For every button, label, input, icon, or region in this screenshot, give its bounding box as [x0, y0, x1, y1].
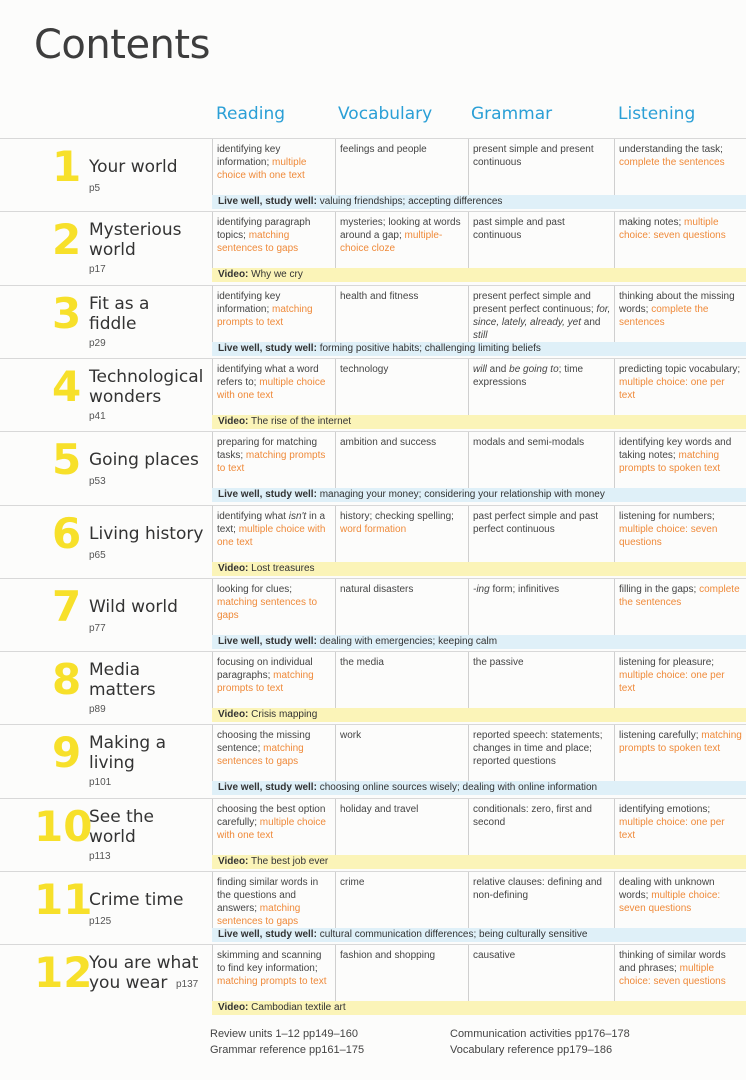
reading-cell — [212, 652, 335, 708]
reading-cell — [212, 579, 335, 635]
bar-text: Why we cry — [248, 269, 303, 281]
unit-number: 3 — [52, 288, 82, 338]
reading-header: Reading — [216, 104, 286, 124]
grammar-cell — [468, 725, 614, 781]
vocabulary-cell — [335, 506, 468, 562]
unit-cells — [212, 799, 746, 855]
bar-label: Live well, study well: — [218, 489, 317, 501]
bar-label: Live well, study well: — [218, 196, 317, 207]
exam-task-text: matching prompts to text — [217, 670, 314, 695]
unit-cells — [212, 872, 746, 928]
unit-row — [0, 432, 746, 506]
unit-row — [0, 286, 746, 360]
bar-label: Live well, study well: — [218, 635, 317, 647]
skill-text: and — [486, 363, 510, 375]
skill-text: listening for numbers; — [619, 510, 715, 522]
vocabulary-cell — [335, 286, 468, 342]
exam-task-text: multiple choice: seven questions — [619, 963, 726, 988]
skill-text: modals and semi-modals — [473, 437, 585, 449]
bar-label: Live well, study well: — [218, 782, 317, 794]
unit-heading[interactable] — [0, 506, 212, 580]
unit-number: 4 — [52, 361, 82, 411]
exam-task-text: multiple choice with one text — [217, 523, 326, 548]
unit-cells — [212, 212, 746, 268]
unit-page: p29 — [89, 337, 106, 349]
skill-text: feelings and people — [340, 144, 427, 155]
vocabulary-cell — [335, 945, 468, 1001]
bar-label: Live well, study well: — [218, 929, 317, 940]
skill-text: be going to — [509, 363, 559, 375]
skill-text: filling in the gaps; — [619, 583, 700, 595]
skill-text: ambition and success — [340, 437, 437, 449]
reading-cell — [212, 432, 335, 488]
reading-cell — [212, 945, 335, 1001]
exam-task-text: multiple choice: one per text — [619, 670, 725, 695]
live-well-bar — [212, 342, 746, 356]
column-headers — [0, 102, 746, 132]
vocabulary-cell — [335, 725, 468, 781]
unit-cells — [212, 579, 746, 635]
skill-text: identifying what a word refers to; — [217, 363, 319, 388]
unit-page: p65 — [89, 549, 106, 561]
unit-title: Your world — [89, 157, 178, 177]
page-title: Contents — [34, 22, 210, 68]
bar-text: valuing friendships; accepting differences — [316, 196, 503, 207]
unit-row — [0, 945, 746, 1019]
unit-page: p113 — [89, 850, 111, 862]
exam-task-text: matching prompts to spoken text — [619, 730, 742, 755]
unit-title: Wild world — [89, 596, 178, 617]
bar-text: Cambodian textile art — [248, 1002, 346, 1014]
skill-text: identifying paragraph topics; — [217, 217, 311, 242]
skill-text: making notes; — [619, 217, 685, 229]
unit-page: p5 — [89, 183, 101, 194]
unit-row — [0, 139, 746, 213]
reading-cell — [212, 359, 335, 415]
exam-task-text: matching sentences to gaps — [217, 903, 301, 927]
bar-label: Video: — [218, 269, 249, 281]
skill-text: still — [473, 329, 488, 341]
skill-text: form; infinitives — [489, 583, 560, 595]
bar-text: managing your money; considering your relationship with money — [316, 489, 605, 501]
exam-task-text: multiple choice: one per text — [619, 376, 725, 401]
skill-text: the media — [340, 657, 384, 669]
bar-text: Lost treasures — [248, 562, 315, 574]
unit-title: Mysterious world — [89, 220, 182, 261]
skill-text: listening carefully; — [619, 730, 702, 742]
vocabulary-reference-link[interactable]: Vocabulary reference pp179–186 — [450, 1044, 613, 1056]
unit-number: 7 — [52, 581, 82, 631]
listening-cell — [614, 506, 746, 562]
grammar-cell — [468, 799, 614, 855]
vocabulary-cell — [335, 212, 468, 268]
unit-heading[interactable] — [0, 212, 212, 286]
bar-text: The best job ever — [248, 855, 329, 867]
exam-task-text: matching prompts to text — [217, 303, 313, 328]
skill-text: choosing the best option carefully; — [217, 803, 326, 828]
listening-cell — [614, 286, 746, 342]
communication-activities-link[interactable]: Communication activities pp176–178 — [450, 1028, 630, 1040]
exam-task-text: multiple choice: one per text — [619, 816, 725, 841]
grammar-cell — [468, 872, 614, 928]
unit-number: 8 — [52, 655, 82, 705]
unit-row — [0, 799, 746, 873]
reading-cell — [212, 872, 335, 928]
unit-cells — [212, 139, 746, 195]
bar-label: Video: — [218, 415, 249, 427]
unit-cells — [212, 725, 746, 781]
unit-heading[interactable] — [0, 139, 212, 213]
bar-text: cultural communication differences; being culturally sensitive — [316, 929, 588, 940]
skill-text: identifying what — [217, 510, 289, 522]
unit-heading[interactable] — [0, 872, 212, 946]
skill-text: present simple and present continuous — [473, 144, 594, 168]
listening-cell — [614, 432, 746, 488]
unit-heading[interactable] — [0, 286, 212, 360]
listening-cell — [614, 359, 746, 415]
exam-task-text: matching sentences to gaps — [217, 743, 304, 768]
listening-cell — [614, 945, 746, 1001]
unit-number: 2 — [52, 215, 82, 265]
exam-task-text: complete the sentences — [619, 303, 709, 328]
unit-row — [0, 872, 746, 946]
skill-text: ; time expressions — [473, 363, 584, 388]
skill-text: finding similar words in the questions and answers; — [217, 877, 319, 914]
skill-text: thinking about the missing words; — [619, 290, 735, 315]
vocabulary-header: Vocabulary — [338, 104, 433, 124]
exam-task-text: multiple choice: seven questions — [619, 217, 726, 242]
unit-number: 1 — [52, 142, 82, 191]
skill-text: holiday and travel — [340, 803, 419, 815]
skill-text: identifying key information; — [217, 144, 281, 168]
video-bar[interactable] — [212, 708, 746, 722]
unit-page: p89 — [89, 704, 106, 716]
grammar-cell — [468, 139, 614, 195]
vocabulary-cell — [335, 432, 468, 488]
live-well-bar — [212, 781, 746, 795]
skill-text: and — [581, 316, 601, 328]
live-well-bar — [212, 928, 746, 942]
grammar-header: Grammar — [471, 104, 553, 124]
video-bar[interactable] — [212, 268, 746, 282]
skill-text: causative — [473, 950, 516, 962]
video-bar[interactable] — [212, 855, 746, 869]
grammar-cell — [468, 432, 614, 488]
unit-row — [0, 359, 746, 433]
unit-row — [0, 725, 746, 799]
skill-text: technology — [340, 363, 389, 375]
skill-text: skimming and scanning to find key information; — [217, 950, 322, 975]
unit-row — [0, 212, 746, 286]
skill-text: in a text; — [217, 510, 326, 535]
skill-text: work — [340, 730, 362, 742]
unit-page: p101 — [89, 777, 112, 789]
unit-title: Media matters — [89, 660, 156, 701]
unit-cells — [212, 945, 746, 1001]
skill-text: fashion and shopping — [340, 950, 436, 962]
reading-cell — [212, 799, 335, 855]
skill-text: history; checking spelling; — [340, 510, 454, 522]
skill-text: choosing the missing sentence; — [217, 730, 311, 755]
live-well-bar — [212, 635, 746, 649]
exam-task-text: multiple-choice cloze — [340, 230, 443, 255]
reading-cell — [212, 286, 335, 342]
vocabulary-cell — [335, 799, 468, 855]
vocabulary-cell — [335, 359, 468, 415]
unit-title: See the world — [89, 806, 155, 847]
unit-page: p77 — [89, 622, 106, 634]
skill-text: identifying emotions; — [619, 803, 711, 815]
unit-title: Crime time — [89, 890, 184, 910]
exam-task-text: multiple choice with one text — [217, 157, 307, 181]
unit-number: 9 — [52, 728, 82, 778]
unit-heading[interactable] — [0, 725, 212, 799]
skill-text: looking for clues; — [217, 583, 293, 595]
vocabulary-cell — [335, 579, 468, 635]
unit-number: 10 — [34, 801, 93, 851]
unit-cells — [212, 652, 746, 708]
skill-text: will — [473, 363, 487, 375]
skill-text: isn't — [288, 510, 307, 522]
bar-text: dealing with emergencies; keeping calm — [316, 635, 498, 647]
skill-text: identifying key information; — [217, 290, 281, 315]
grammar-cell — [468, 945, 614, 1001]
exam-task-text: matching prompts to spoken text — [619, 450, 721, 475]
live-well-bar — [212, 488, 746, 502]
skill-text: natural disasters — [340, 583, 414, 595]
unit-row — [0, 579, 746, 653]
reading-cell — [212, 725, 335, 781]
unit-title: Making a living — [89, 733, 167, 774]
bar-label: Video: — [218, 562, 249, 574]
unit-title: Fit as a fiddle — [89, 293, 150, 334]
listening-cell — [614, 139, 746, 195]
unit-cells — [212, 286, 746, 342]
listening-cell — [614, 725, 746, 781]
exam-task-text: multiple choice with one text — [217, 816, 326, 841]
exam-task-text: matching prompts to text — [217, 450, 326, 475]
grammar-cell — [468, 359, 614, 415]
vocabulary-cell — [335, 872, 468, 928]
skill-text: present perfect simple and present perfect continuous; — [473, 290, 597, 315]
skill-text: focusing on individual paragraphs; — [217, 657, 313, 682]
skill-text: past simple and past continuous — [473, 217, 565, 242]
exam-task-text: matching prompts to text — [217, 976, 327, 988]
bar-text: forming positive habits; challenging limiting beliefs — [316, 342, 541, 354]
skill-text: for, since, lately, already, yet — [473, 303, 611, 328]
video-bar[interactable] — [212, 1001, 746, 1015]
listening-cell — [614, 872, 746, 928]
skill-text: identifying key words and taking notes; — [619, 437, 732, 462]
unit-title: Going places — [89, 450, 199, 471]
listening-cell — [614, 652, 746, 708]
exam-task-text: matching sentences to gaps — [217, 230, 299, 255]
bar-label: Video: — [218, 1002, 249, 1014]
listening-cell — [614, 212, 746, 268]
skill-text: predicting topic vocabulary; — [619, 363, 741, 375]
unit-row — [0, 506, 746, 580]
grammar-cell — [468, 579, 614, 635]
exam-task-text: multiple choice: seven questions — [619, 890, 721, 914]
unit-heading[interactable] — [0, 579, 212, 653]
unit-row — [0, 652, 746, 726]
grammar-cell — [468, 286, 614, 342]
bar-label: Video: — [218, 709, 249, 721]
bar-text: Crisis mapping — [248, 709, 318, 721]
review-units-link[interactable]: Review units 1–12 pp149–160 — [210, 1028, 359, 1040]
listening-cell — [614, 799, 746, 855]
skill-text: reported speech: statements; changes in time and place; reported questions — [473, 730, 603, 768]
exam-task-text: complete the sentences — [619, 157, 725, 168]
exam-task-text: matching sentences to gaps — [217, 596, 318, 621]
unit-heading[interactable] — [0, 359, 212, 433]
skill-text: understanding the task; — [619, 144, 723, 155]
video-bar[interactable] — [212, 562, 746, 576]
vocabulary-cell — [335, 652, 468, 708]
skill-text: thinking of similar words and phrases; — [619, 950, 726, 975]
unit-title: Living history — [89, 523, 204, 544]
video-bar[interactable] — [212, 415, 746, 429]
unit-number: 12 — [34, 948, 93, 998]
unit-heading[interactable] — [0, 432, 212, 506]
unit-page: p53 — [89, 476, 106, 488]
unit-page: p125 — [89, 916, 112, 927]
skill-text: dealing with unknown words; — [619, 877, 715, 901]
listening-cell — [614, 579, 746, 635]
skill-text: preparing for matching tasks; — [217, 437, 318, 462]
unit-cells — [212, 506, 746, 562]
unit-title: Technological wonders — [89, 366, 204, 407]
skill-text: past perfect simple and past perfect continuous — [473, 510, 599, 535]
skill-text: the passive — [473, 657, 524, 669]
unit-number: 6 — [52, 508, 82, 558]
unit-page: p41 — [89, 410, 106, 422]
grammar-cell — [468, 212, 614, 268]
skill-text: relative clauses: defining and non-defining — [473, 877, 602, 901]
listening-header: Listening — [618, 104, 696, 124]
skill-text: crime — [340, 877, 365, 888]
bar-text: The rise of the internet — [248, 415, 352, 427]
skill-text: conditionals: zero, first and second — [473, 803, 592, 828]
unit-cells — [212, 359, 746, 415]
unit-title: You are what you wear — [89, 953, 199, 994]
skill-text: -ing — [473, 583, 490, 595]
vocabulary-cell — [335, 139, 468, 195]
unit-page: p17 — [89, 264, 106, 276]
unit-page: p137 — [176, 979, 199, 991]
unit-number: 5 — [52, 435, 82, 485]
unit-cells — [212, 432, 746, 488]
exam-task-text: multiple choice with one text — [217, 376, 326, 401]
bar-label: Video: — [218, 855, 249, 867]
exam-task-text: complete the sentences — [619, 583, 740, 608]
unit-number: 11 — [34, 875, 93, 924]
unit-heading[interactable] — [0, 652, 212, 726]
skill-text: health and fitness — [340, 290, 419, 302]
skill-text: listening for pleasure; — [619, 657, 715, 669]
grammar-cell — [468, 506, 614, 562]
exam-task-text: word formation — [340, 523, 407, 535]
live-well-bar — [212, 195, 746, 209]
unit-heading[interactable] — [0, 799, 212, 873]
bar-text: choosing online sources wisely; dealing with online information — [316, 782, 598, 794]
exam-task-text: multiple choice: seven questions — [619, 523, 718, 548]
skill-text: mysteries; looking at words around a gap; — [340, 217, 461, 242]
grammar-cell — [468, 652, 614, 708]
bar-label: Live well, study well: — [218, 342, 317, 354]
unit-heading[interactable] — [0, 945, 212, 1019]
reading-cell — [212, 506, 335, 562]
reading-cell — [212, 139, 335, 195]
grammar-reference-link[interactable]: Grammar reference pp161–175 — [210, 1044, 365, 1056]
reading-cell — [212, 212, 335, 268]
